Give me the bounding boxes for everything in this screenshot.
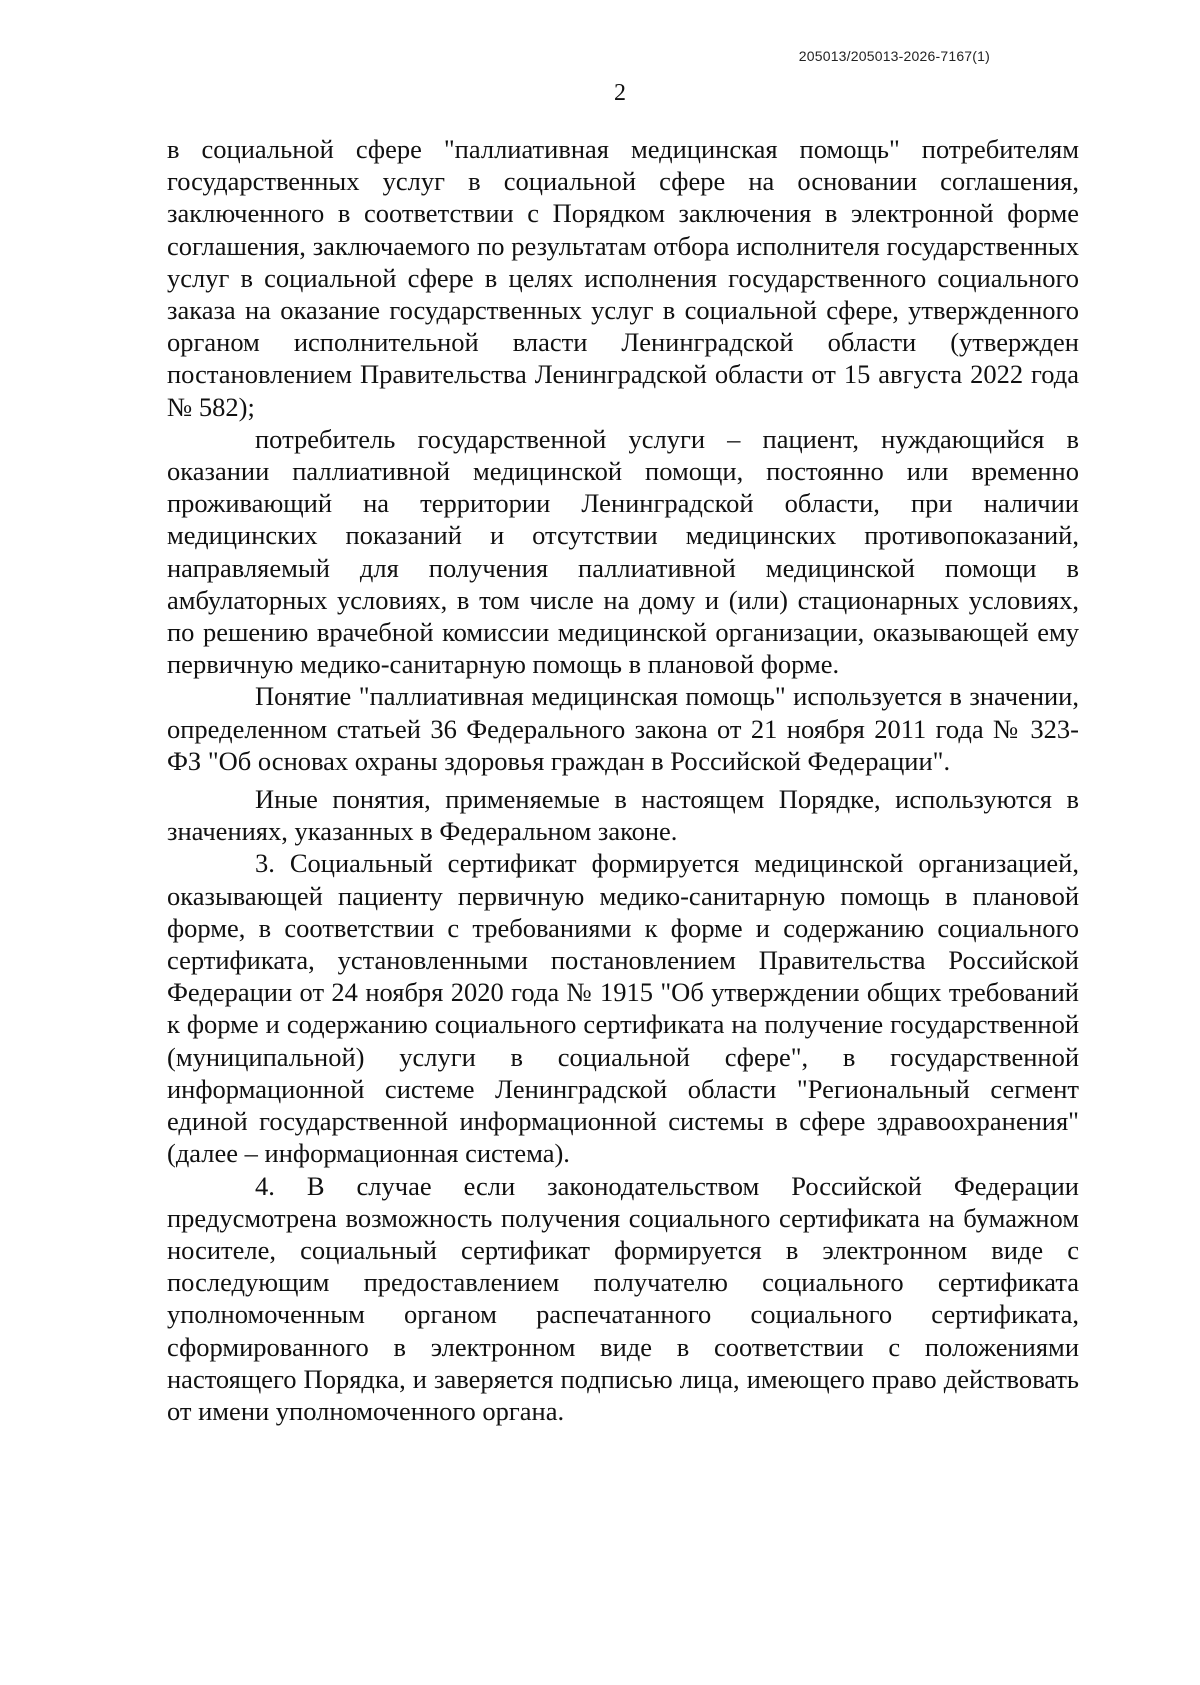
paragraph-continuation: в социальной сфере "паллиативная медицинская помощь" потребителям государственных услуг в социальной сфере на основании соглашения, заключенного в соответствии с Порядком заключения в электронной форме соглашения, заключаемого по результатам отбора исполнителя государственных услуг в социальной сфере в целях исполнения государственного социального заказа на оказание государственных услуг в социальной сфере, утвержденного органом исполнительной власти Ленинградской области (утвержден постановлением Правительства Ленинградской области от 15 августа 2022 года № 582);: [167, 134, 1079, 422]
document-body: [167, 133, 1079, 1427]
paragraph-consumer-definition: потребитель государственной услуги – пациент, нуждающийся в оказании паллиативной медицинской помощи, постоянно или временно проживающий на территории Ленинградской области, при наличии медицинских показаний и отсутствии медицинских противопоказаний, направляемый для получения паллиативной медицинской помощи в амбулаторных условиях, в том числе на дому и (или) стационарных условиях, по решению врачебной комиссии медицинской организации, оказывающей ему первичную медико-санитарную помощь в плановой форме.: [167, 423, 1079, 680]
document-id: 205013/205013-2026-7167(1): [798, 48, 990, 64]
paragraph-item-3: 3. Социальный сертификат формируется медицинской организацией, оказывающей пациенту первичную медико-санитарную помощь в плановой форме, в соответствии с требованиями к форме и содержанию социального сертификата, установленными постановлением Правительства Российской Федерации от 24 ноября 2020 года № 1915 "Об утверждении общих требований к форме и содержанию социального сертификата на получение государственной (муниципальной) услуги в социальной сфере", в государственной информационной системе Ленинградской области "Региональный сегмент единой государственной информационной системы в сфере здравоохранения" (далее – информационная система).: [167, 848, 1079, 1169]
paragraph-palliative-concept: Понятие "паллиативная медицинская помощь" используется в значении, определенном статьей 36 Федерального закона от 21 ноября 2011 года № 323-ФЗ "Об основах охраны здоровья граждан в Российской Федерации".: [167, 681, 1079, 776]
page-number: 2: [614, 80, 626, 106]
paragraph-other-concepts: Иные понятия, применяемые в настоящем Порядке, используются в значениях, указанных в Федеральном законе.: [167, 784, 1079, 847]
paragraph-item-4: 4. В случае если законодательством Российской Федерации предусмотрена возможность получения социального сертификата на бумажном носителе, социальный сертификат формируется в электронном виде с последующим предоставлением получателю социального сертификата уполномоченным органом распечатанного социального сертификата, сформированного в электронном виде в соответствии с положениями настоящего Порядка, и заверяется подписью лица, имеющего право действовать от имени уполномоченного органа.: [167, 1170, 1079, 1426]
